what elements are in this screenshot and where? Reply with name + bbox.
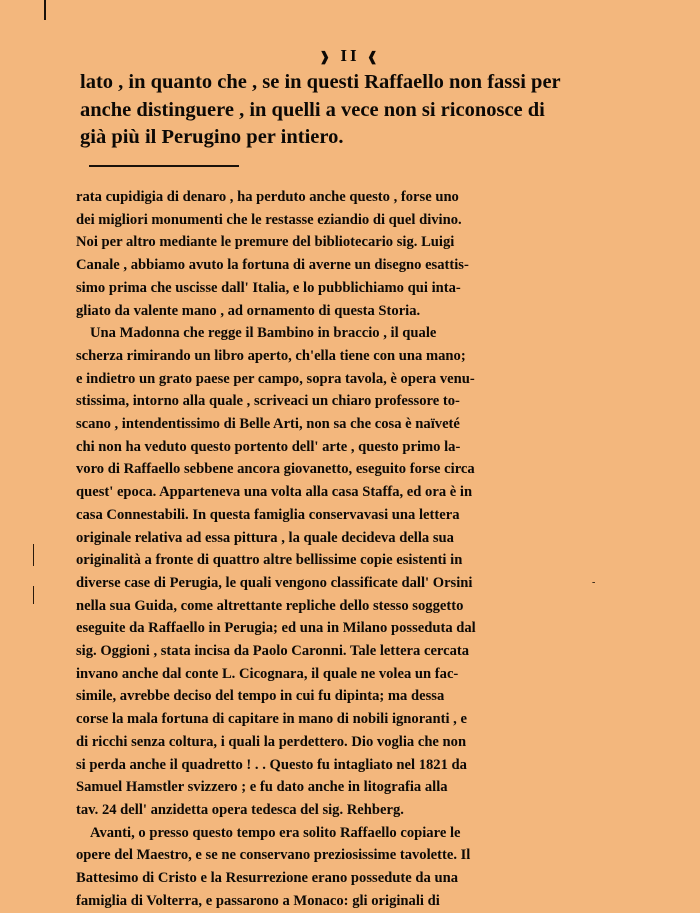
footnote-line: stissima, intorno alla quale , scriveaci un chiaro professore to- [76,393,460,410]
page-edge-line [44,0,46,20]
main-text-line: anche distinguere , in quelli a vece non si riconosce di [80,98,545,121]
footnote-line: gliato da valente mano , ad ornamento di questa Storia. [76,302,421,319]
footnote-line: Noi per altro mediante le premure del bibliotecario sig. Luigi [76,234,455,251]
footnote-text-block [76,186,546,913]
footnote-line: Avanti, o presso questo tempo era solito Raffaello copiare le [90,824,461,841]
footnote-line: sig. Oggioni , stata incisa da Paolo Caronni. Tale lettera cercata [76,643,470,660]
main-text-line: già più il Perugino per intiero. [80,126,344,148]
footnote-line: Una Madonna che regge il Bambino in braccio , il quale [90,325,437,342]
footnote-line: casa Connestabili. In questa famiglia conservavasi una lettera [76,506,460,523]
footnote-line: Battesimo di Cristo e la Resurrezione erano possedute da una [76,870,458,887]
footnote-line: simo prima che uscisse dall' Italia, e lo pubblichiamo qui inta- [76,279,461,296]
margin-mark [33,544,34,566]
footnote-line: si perda anche il quadretto ! . . Questo fu intagliato nel 1821 da [76,756,467,773]
footnote-line: scherza rimirando un libro aperto, ch'ella tiene con una mano; [76,347,466,364]
footnote-line: Samuel Hamstler svizzero ; e fu dato anche in litografia alla [76,779,448,796]
footnote-line: corse la mala fortuna di capitare in mano di nobili ignoranti , e [76,711,467,728]
footnote-line: rata cupidigia di denaro , ha perduto anche questo , forse uno [76,189,459,205]
margin-mark [33,586,34,604]
footnote-line: Canale , abbiamo avuto la fortuna di averne un disegno esattis- [76,257,469,274]
main-text-line: lato , in quanto che , se in questi Raffaello non fassi per [80,71,561,93]
footnote-line: eseguite da Raffaello in Perugia; ed una in Milano posseduta dal [76,620,476,637]
footnote-line: diverse case di Perugia, le quali vengono classificate dall' Orsini [76,574,473,591]
footnote-line: originale relativa ad essa pittura , la quale decideva della sua [76,529,454,546]
footnote-line: dei migliori monumenti che le restasse eziandio di quel divino. [76,211,462,228]
main-text-block [80,69,561,152]
page-header [0,46,700,66]
footnote-line: simile, avrebbe deciso del tempo in cui fu dipinta; ma dessa [76,688,445,705]
footnote-line: e indietro un grato paese per campo, sopra tavola, è opera venu- [76,370,475,387]
margin-dash-mark: - [592,577,596,588]
footnote-line: quest' epoca. Apparteneva una volta alla casa Staffa, ed ora è in [76,484,473,501]
footnote-line: originalità a fronte di quattro altre bellissime copie esistenti in [76,552,463,569]
footnote-line: opere del Maestro, e se ne conservano preziosissime tavolette. Il [76,847,471,864]
footnote-line: famiglia di Volterra, e passarono a Monaco: gli originali di [76,892,440,909]
footnote-line: voro di Raffaello sebbene ancora giovanetto, eseguito forse circa [76,461,475,478]
footnote-line: chi non ha veduto questo portento dell' arte , questo primo la- [76,438,461,455]
left-ornament: ❱ [319,49,334,64]
footnote-line: nella sua Guida, come altrettante repliche dello stesso soggetto [76,597,464,614]
footnote-separator-rule [89,165,239,167]
footnote-line: di ricchi senza coltura, i quali la perdettero. Dio voglia che non [76,733,467,750]
footnote-line: scano , intendentissimo di Belle Arti, non sa che cosa è naïveté [76,416,460,433]
footnote-line: tav. 24 dell' anzidetta opera tedesca del sig. Rehberg. [76,801,404,818]
page-number: II [340,46,360,65]
right-ornament: ❰ [366,49,381,64]
footnote-line: invano anche dal conte L. Cicognara, il quale ne volea un fac- [76,665,459,682]
